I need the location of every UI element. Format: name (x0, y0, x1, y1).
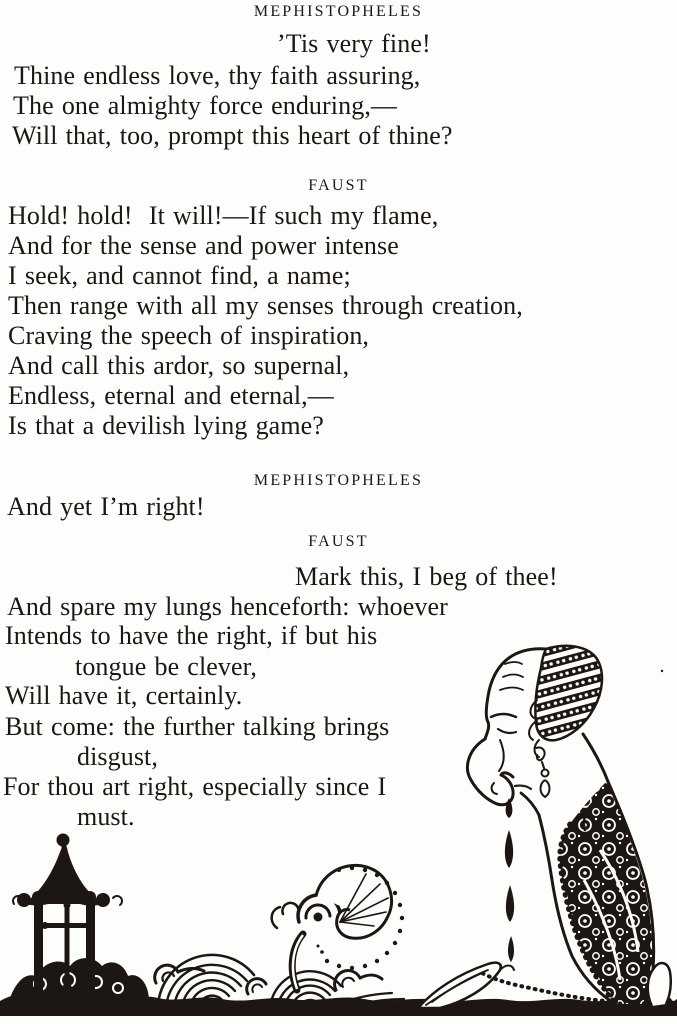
verse-line: And call this ardor, so supernal, (8, 351, 350, 380)
verse-line: ’Tis very fine! (277, 29, 431, 58)
speaker-heading: MEPHISTOPHELES (253, 472, 424, 489)
verse-line: And for the sense and power intense (8, 231, 399, 260)
wayside-shrine (8, 834, 150, 1005)
hair-bun (529, 646, 602, 757)
speaker-heading: MEPHISTOPHELES (253, 3, 424, 20)
verse-line: Then range with all my senses through creation, (8, 291, 523, 320)
verse-line: I seek, and cannot find, a name; (8, 261, 351, 290)
tear-drops (505, 798, 514, 962)
verse-line: And spare my lungs henceforth: whoever (7, 592, 448, 621)
speaker-heading: FAUST (308, 533, 369, 550)
verse-line: Intends to have the right, if but his (5, 621, 378, 650)
verse-line: Thine endless love, thy faith assuring, (14, 61, 421, 90)
bare-foot (648, 963, 677, 1006)
weeping-mephistopheles-figure (467, 646, 677, 1006)
leaf-scroll-flourish (272, 865, 392, 990)
verse-line: disgust, (77, 742, 158, 771)
verse-line: And yet I’m right! (7, 492, 205, 521)
speaker-heading: FAUST (308, 177, 369, 194)
page-illustration (0, 618, 677, 1024)
verse-line: must. (77, 802, 135, 831)
verse-line: Endless, eternal and eternal,— (8, 381, 334, 410)
verse-line: But come: the further talking brings (5, 712, 390, 741)
verse-line: For thou art right, especially since I (3, 772, 387, 801)
verse-line: Craving the speech of inspiration, (8, 321, 370, 350)
verse-line: Is that a devilish lying game? (8, 411, 324, 440)
verse-line: Mark this, I beg of thee! (295, 562, 558, 591)
earring (541, 762, 550, 797)
verse-line: Will that, too, prompt this heart of thine? (12, 121, 453, 150)
figure-head (467, 649, 546, 815)
verse-line: Hold! hold! It will!—If such my flame, (8, 201, 439, 230)
verse-line: The one almighty force enduring,— (13, 91, 398, 120)
verse-line: tongue be clever, (75, 652, 257, 681)
verse-line: Will have it, certainly. (5, 681, 243, 710)
